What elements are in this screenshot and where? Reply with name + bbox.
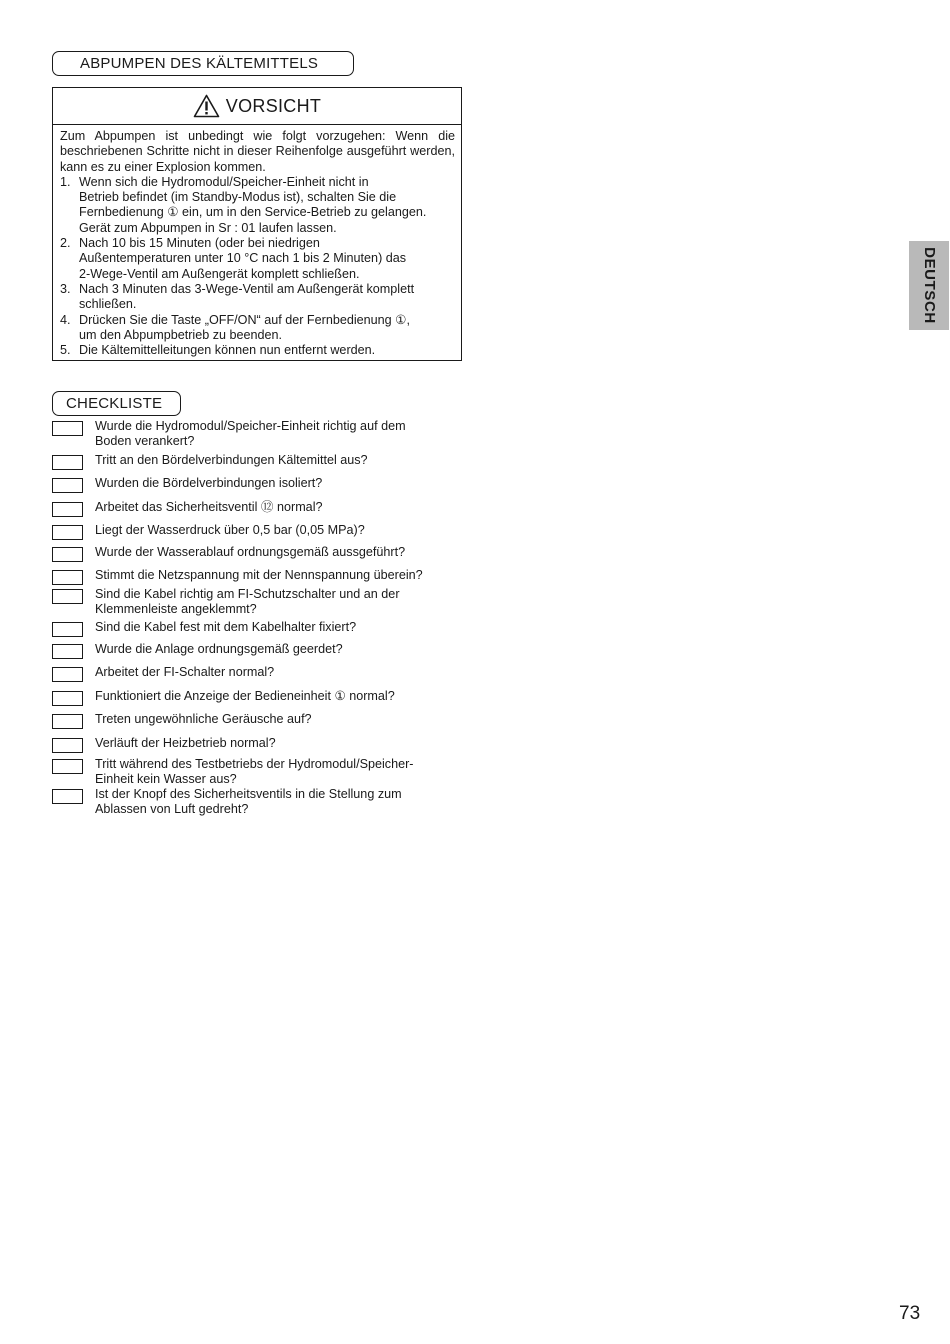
caution-title: VORSICHT bbox=[225, 95, 322, 116]
caution-steps bbox=[60, 175, 455, 359]
step-line: Nach 10 bis 15 Minuten (oder bei niedrigen bbox=[79, 236, 320, 251]
checklist-line: Funktioniert die Anzeige der Bedieneinheit ① normal? bbox=[95, 689, 395, 703]
checklist-item-text bbox=[95, 736, 276, 751]
checklist-line: Arbeitet das Sicherheitsventil ⑫ normal? bbox=[95, 500, 323, 514]
checklist-checkbox[interactable] bbox=[52, 547, 83, 562]
checklist-item-text bbox=[95, 665, 274, 680]
section-header-checklist bbox=[52, 391, 181, 416]
caution-step bbox=[60, 313, 455, 344]
step-number: 2. bbox=[60, 236, 71, 251]
checklist-checkbox[interactable] bbox=[52, 570, 83, 585]
step-line: Fernbedienung ① ein, um in den Service-Betrieb zu gelangen. bbox=[79, 205, 427, 220]
checklist-line: Ist der Knopf des Sicherheitsventils in die Stellung zum bbox=[95, 787, 402, 801]
step-line: Außentemperaturen unter 10 °C nach 1 bis 2 Minuten) das bbox=[79, 251, 407, 266]
checklist-line: Wurde die Anlage ordnungsgemäß geerdet? bbox=[95, 642, 343, 656]
checklist-line: Wurde der Wasserablauf ordnungsgemäß aussgeführt? bbox=[95, 545, 406, 559]
checklist-line: Stimmt die Netzspannung mit der Nennspannung überein? bbox=[95, 568, 423, 582]
checklist-item-text bbox=[95, 453, 368, 468]
caution-body bbox=[53, 125, 461, 358]
checklist-checkbox[interactable] bbox=[52, 667, 83, 682]
checklist-line: Sind die Kabel richtig am FI-Schutzschalter und an der bbox=[95, 587, 400, 601]
page-number: 73 bbox=[899, 1303, 921, 1324]
checklist-item-text bbox=[95, 642, 343, 657]
checklist-checkbox[interactable] bbox=[52, 789, 83, 804]
checklist-item-text bbox=[95, 712, 312, 727]
checklist-line: Tritt während des Testbetriebs der Hydromodul/Speicher- bbox=[95, 757, 414, 771]
step-line: um den Abpumpbetrieb zu beenden. bbox=[79, 327, 283, 342]
step-line: 2-Wege-Ventil am Außengerät komplett schließen. bbox=[79, 266, 360, 281]
checklist-item-text bbox=[95, 757, 414, 788]
checklist-line: Arbeitet der FI-Schalter normal? bbox=[95, 665, 275, 679]
checklist-item bbox=[52, 689, 472, 706]
checklist-item-text bbox=[95, 419, 406, 450]
checklist-item bbox=[52, 568, 472, 585]
section-header-pumpdown bbox=[52, 51, 354, 76]
step-line: schließen. bbox=[79, 297, 137, 312]
checklist-line: Treten ungewöhnliche Geräusche auf? bbox=[95, 712, 312, 726]
checklist-item-text bbox=[95, 568, 423, 583]
step-number: 3. bbox=[60, 281, 71, 296]
step-line: Die Kältemittelleitungen können nun entfernt werden. bbox=[79, 343, 376, 358]
caution-box bbox=[52, 87, 462, 361]
checklist-item bbox=[52, 453, 472, 470]
checklist-item-text bbox=[95, 587, 400, 618]
step-number: 4. bbox=[60, 312, 71, 327]
step-number: 1. bbox=[60, 174, 71, 189]
step-text bbox=[79, 175, 426, 236]
checklist-checkbox[interactable] bbox=[52, 622, 83, 637]
checklist-item bbox=[52, 620, 472, 637]
step-text bbox=[79, 343, 375, 358]
checklist-line: Klemmenleiste angeklemmt? bbox=[95, 602, 257, 617]
checklist-item bbox=[52, 419, 472, 450]
step-text bbox=[79, 313, 410, 344]
caution-intro: Zum Abpumpen ist unbedingt wie folgt vorzugehen: Wenn die beschriebenen Schritte nicht in dieser Reihenfolge ausgeführt werden, kann es zu einer Explosion kommen. bbox=[60, 129, 455, 174]
checklist-line: Ablassen von Luft gedreht? bbox=[95, 802, 249, 817]
step-line: Betrieb befindet (im Standby-Modus ist), schalten Sie die bbox=[79, 190, 397, 205]
checklist-item-text bbox=[95, 523, 365, 538]
checklist-item-text bbox=[95, 545, 405, 560]
checklist-checkbox[interactable] bbox=[52, 589, 83, 604]
step-text bbox=[79, 282, 414, 313]
checklist-checkbox[interactable] bbox=[52, 478, 83, 493]
checklist-item-text bbox=[95, 476, 322, 491]
checklist-checkbox[interactable] bbox=[52, 455, 83, 470]
checklist-item bbox=[52, 545, 472, 562]
checklist-checkbox[interactable] bbox=[52, 738, 83, 753]
warning-triangle-icon bbox=[193, 94, 220, 118]
checklist-line: Liegt der Wasserdruck über 0,5 bar (0,05 MPa)? bbox=[95, 523, 365, 537]
checklist-line: Wurden die Bördelverbindungen isoliert? bbox=[95, 476, 323, 490]
caution-header bbox=[53, 88, 461, 125]
step-line: Nach 3 Minuten das 3-Wege-Ventil am Außengerät komplett bbox=[79, 281, 415, 296]
step-text bbox=[79, 236, 406, 282]
checklist-checkbox[interactable] bbox=[52, 525, 83, 540]
section-title-checklist: CHECKLISTE bbox=[66, 394, 163, 412]
checklist-item bbox=[52, 523, 472, 540]
checklist-item bbox=[52, 787, 472, 818]
caution-step bbox=[60, 236, 455, 282]
step-line: Drücken Sie die Taste „OFF/ON“ auf der Fernbedienung ①, bbox=[79, 312, 410, 327]
checklist-item bbox=[52, 642, 472, 659]
checklist-item bbox=[52, 712, 472, 729]
step-line: Wenn sich die Hydromodul/Speicher-Einheit nicht in bbox=[79, 174, 369, 189]
language-tab-label: DEUTSCH bbox=[920, 247, 938, 324]
caution-step bbox=[60, 282, 455, 313]
step-line: Gerät zum Abpumpen in Sr : 01 laufen lassen. bbox=[79, 220, 337, 235]
checklist-checkbox[interactable] bbox=[52, 644, 83, 659]
checklist-line: Boden verankert? bbox=[95, 434, 195, 449]
checklist-checkbox[interactable] bbox=[52, 502, 83, 517]
checklist-item bbox=[52, 665, 472, 682]
checklist-line: Tritt an den Bördelverbindungen Kältemittel aus? bbox=[95, 453, 368, 467]
checklist-checkbox[interactable] bbox=[52, 421, 83, 436]
checklist-item bbox=[52, 757, 472, 788]
checklist-line: Verläuft der Heizbetrieb normal? bbox=[95, 736, 276, 750]
caution-step bbox=[60, 343, 455, 358]
checklist-line: Sind die Kabel fest mit dem Kabelhalter fixiert? bbox=[95, 620, 357, 634]
checklist-line: Einheit kein Wasser aus? bbox=[95, 772, 237, 787]
section-title-pumpdown: ABPUMPEN DES KÄLTEMITTELS bbox=[80, 54, 319, 72]
checklist-checkbox[interactable] bbox=[52, 714, 83, 729]
checklist-item bbox=[52, 736, 472, 753]
checklist-line: Wurde die Hydromodul/Speicher-Einheit richtig auf dem bbox=[95, 419, 406, 433]
checklist-item bbox=[52, 587, 472, 618]
step-number: 5. bbox=[60, 343, 71, 358]
checklist-item bbox=[52, 500, 472, 517]
checklist-item-text bbox=[95, 689, 395, 704]
checklist-item-text bbox=[95, 787, 402, 818]
checklist-item-text bbox=[95, 500, 323, 515]
checklist-checkbox[interactable] bbox=[52, 759, 83, 774]
language-tab bbox=[909, 241, 949, 330]
checklist-checkbox[interactable] bbox=[52, 691, 83, 706]
checklist-item bbox=[52, 476, 472, 493]
checklist-item-text bbox=[95, 620, 356, 635]
caution-step bbox=[60, 175, 455, 236]
